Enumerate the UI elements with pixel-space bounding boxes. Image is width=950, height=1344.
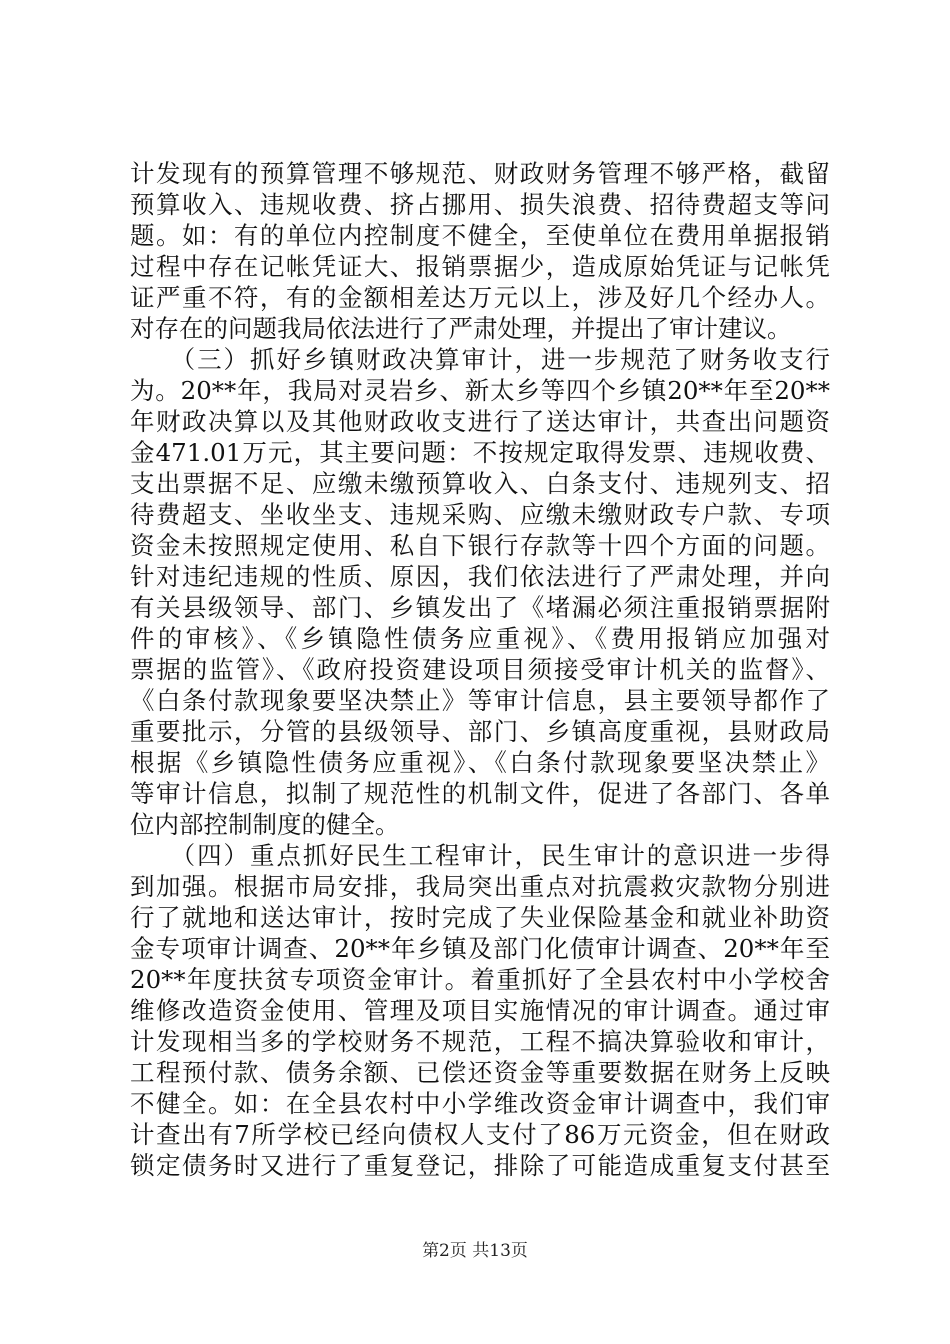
text-line: 20**年度扶贫专项资金审计。着重抓好了全县农村中小学校舍 xyxy=(130,965,830,994)
text-line: （三）抓好乡镇财政决算审计，进一步规范了财务收支行 xyxy=(130,345,830,374)
text-line: 题。如：有的单位内控制度不健全，至使单位在费用单据报销 xyxy=(130,221,830,250)
text-line: 等审计信息，拟制了规范性的机制文件，促进了各部门、各单 xyxy=(130,779,830,808)
body-text xyxy=(130,158,830,1181)
text-line: 重要批示，分管的县级领导、部门、乡镇高度重视，县财政局 xyxy=(130,717,830,746)
text-line: 计发现相当多的学校财务不规范，工程不搞决算验收和审计， xyxy=(130,1027,830,1056)
text-line: 资金未按照规定使用、私自下银行存款等十四个方面的问题。 xyxy=(130,531,830,560)
text-line: 《白条付款现象要坚决禁止》等审计信息，县主要领导都作了 xyxy=(130,686,830,715)
text-line: 票据的监管》、《政府投资建设项目须接受审计机关的监督》、 xyxy=(130,655,830,684)
page-footer: 第2页 共13页 xyxy=(422,1241,528,1261)
text-line: 维修改造资金使用、管理及项目实施情况的审计调查。通过审 xyxy=(130,996,830,1025)
text-line: 支出票据不足、应缴未缴预算收入、白条支付、违规列支、招 xyxy=(130,469,830,498)
text-line: 位内部控制制度的健全。 xyxy=(130,810,400,839)
text-line: 有关县级领导、部门、乡镇发出了《堵漏必须注重报销票据附 xyxy=(130,593,830,622)
text-line: 过程中存在记帐凭证大、报销票据少，造成原始凭证与记帐凭 xyxy=(130,252,830,281)
text-line: 金471.01万元，其主要问题：不按规定取得发票、违规收费、 xyxy=(130,438,830,467)
text-line: 件的审核》、《乡镇隐性债务应重视》、《费用报销应加强对 xyxy=(130,624,830,653)
text-line: 预算收入、违规收费、挤占挪用、损失浪费、招待费超支等问 xyxy=(130,190,830,219)
text-line: 金专项审计调查、20**年乡镇及部门化债审计调查、20**年至 xyxy=(130,934,830,963)
text-line: 工程预付款、债务余额、已偿还资金等重要数据在财务上反映 xyxy=(130,1058,830,1087)
text-line: 不健全。如：在全县农村中小学维改资金审计调查中，我们审 xyxy=(130,1089,830,1118)
text-line: 行了就地和送达审计，按时完成了失业保险基金和就业补助资 xyxy=(130,903,830,932)
text-line: 证严重不符，有的金额相差达万元以上，涉及好几个经办人。 xyxy=(130,283,830,312)
text-line: 根据《乡镇隐性债务应重视》、《白条付款现象要坚决禁止》 xyxy=(130,748,830,777)
text-line: 到加强。根据市局安排，我局突出重点对抗震救灾款物分别进 xyxy=(130,872,830,901)
text-line: 年财政决算以及其他财政收支进行了送达审计，共查出问题资 xyxy=(130,407,830,436)
text-line: （四）重点抓好民生工程审计，民生审计的意识进一步得 xyxy=(130,841,830,870)
text-line: 计发现有的预算管理不够规范、财政财务管理不够严格，截留 xyxy=(130,159,830,188)
text-line: 锁定债务时又进行了重复登记，排除了可能造成重复支付甚至 xyxy=(130,1151,830,1180)
text-line: 待费超支、坐收坐支、违规采购、应缴未缴财政专户款、专项 xyxy=(130,500,830,529)
text-line: 计查出有7所学校已经向债权人支付了86万元资金，但在财政 xyxy=(130,1120,830,1149)
text-line: 对存在的问题我局依法进行了严肃处理，并提出了审计建议。 xyxy=(130,314,792,343)
text-line: 为。20**年，我局对灵岩乡、新太乡等四个乡镇20**年至20** xyxy=(130,376,830,405)
text-line: 针对违纪违规的性质、原因，我们依法进行了严肃处理，并向 xyxy=(130,562,830,591)
